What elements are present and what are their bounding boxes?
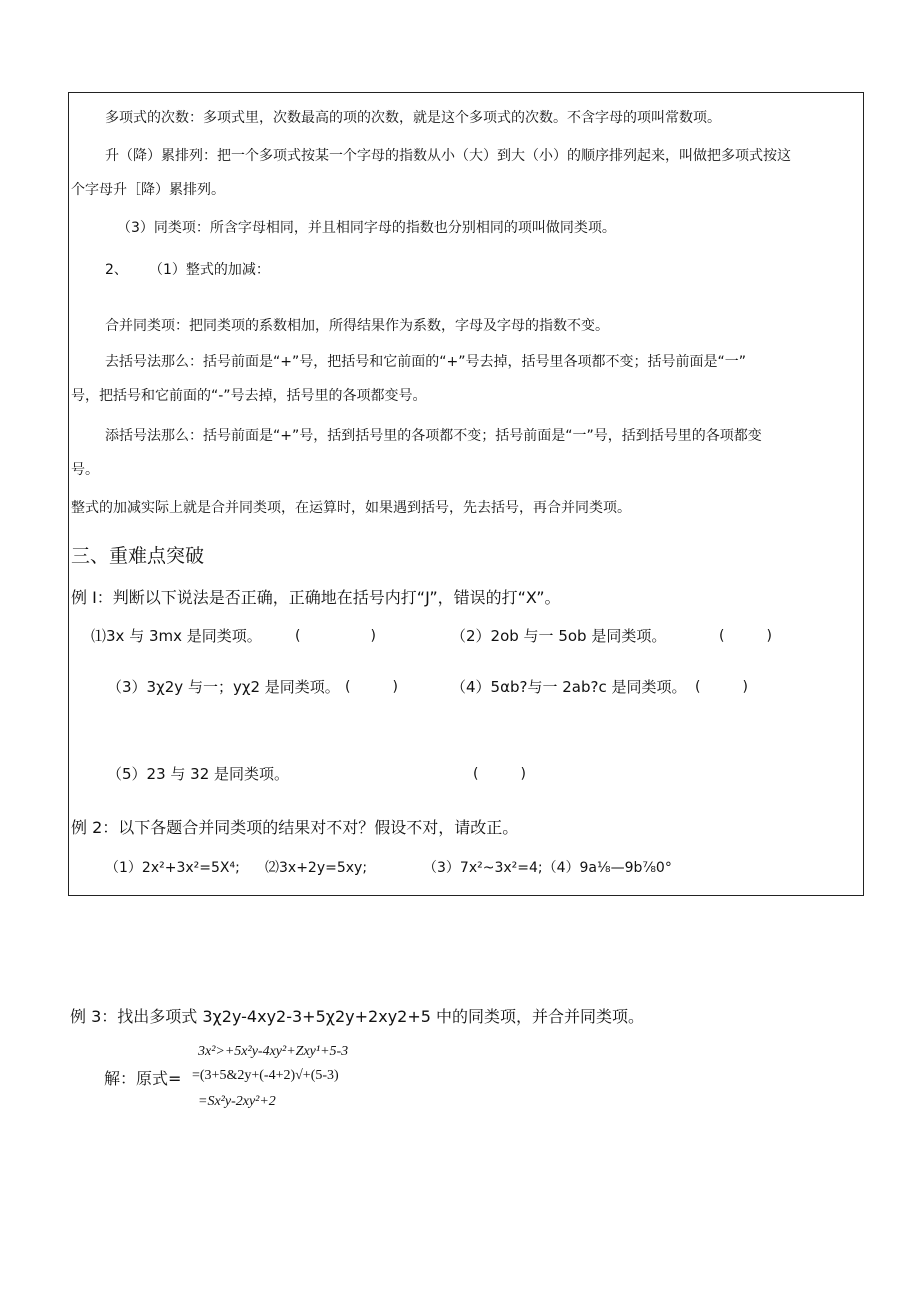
example2-title: 例 2：以下各题合并同类项的结果对不对？假设不对，请改正。 <box>71 818 519 837</box>
degree-definition: 多项式的次数：多项式里，次数最高的项的次数，就是这个多项式的次数。不含字母的项叫常数项。 <box>105 110 721 126</box>
example1-item2-answer: ( ) <box>719 628 772 644</box>
combine-like-terms-rule: 合并同类项：把同类项的系数相加，所得结果作为系数，字母及字母的指数不变。 <box>105 318 609 334</box>
example3-title: 例 3：找出多项式 3χ2y-4xy2-3+5χ2y+2xy2+5 中的同类项，并合并同类项。 <box>70 1007 645 1026</box>
example1-item5-answer: ( ) <box>473 766 526 782</box>
solution-label: 解：原式= <box>104 1069 182 1088</box>
solution-line2: =(3+5&2y+(-4+2)√+(5-3) <box>192 1068 339 1083</box>
add-parentheses-rule-line1: 添括号法那么：括号前面是“+”号，括到括号里的各项都不变；括号前面是“一”号，括到括号里的各项都变 <box>105 428 762 444</box>
example1-title: 例 I：判断以下说法是否正确，正确地在括号内打“J”，错误的打“X”。 <box>71 588 561 607</box>
example1-item4: （4）5αb?与一 2ab?c 是同类项。 <box>451 678 687 696</box>
add-parentheses-rule-line2: 号。 <box>71 462 99 478</box>
example2-item3-4: （3）7x²~3x²=4;（4）9a⅛—9b⅞0° <box>423 860 672 876</box>
example1-item1: ⑴3x 与 3mx 是同类项。 <box>91 627 262 645</box>
example1-item3: （3）3χ2y 与一；yχ2 是同类项。 <box>107 678 340 696</box>
example1-item4-answer: ( ) <box>695 679 748 695</box>
summary-text: 整式的加减实际上就是合并同类项，在运算时，如果遇到括号，先去括号，再合并同类项。 <box>71 500 631 516</box>
example2-item1: （1）2x²+3x²=5X⁴; <box>105 860 240 876</box>
example1-item2: （2）2ob 与一 5ob 是同类项。 <box>451 627 667 645</box>
example1-item5: （5）23 与 32 是同类项。 <box>107 765 290 783</box>
example1-item1-answer: ( ) <box>295 628 376 644</box>
like-terms-definition: （3）同类项：所含字母相同，并且相同字母的指数也分别相同的项叫做同类项。 <box>117 220 616 236</box>
ordering-definition-line2: 个字母升［降）累排列。 <box>71 182 225 198</box>
remove-parentheses-rule-line2: 号，把括号和它前面的“-”号去掉，括号里的各项都变号。 <box>71 388 427 404</box>
remove-parentheses-rule-line1: 去括号法那么：括号前面是“+”号，把括号和它前面的“+”号去掉，括号里各项都不变；括号前面是“一” <box>105 354 746 370</box>
content-box <box>68 92 864 896</box>
ordering-definition-line1: 升（降）累排列：把一个多项式按某一个字母的指数从小（大）到大（小）的顺序排列起来，叫做把多项式按这 <box>105 148 791 164</box>
section3-heading: 三、重难点突破 <box>71 545 205 567</box>
section2-number: 2、 <box>105 262 128 278</box>
section2-title: （1）整式的加减： <box>149 262 270 278</box>
example2-item2: ⑵3x+2y=5xy; <box>265 860 368 876</box>
solution-line3: =Sx²y-2xy²+2 <box>198 1094 276 1109</box>
example1-item3-answer: ( ) <box>345 679 398 695</box>
solution-line1: 3x²>+5x²y-4xy²+Zxy¹+5-3 <box>198 1044 349 1059</box>
